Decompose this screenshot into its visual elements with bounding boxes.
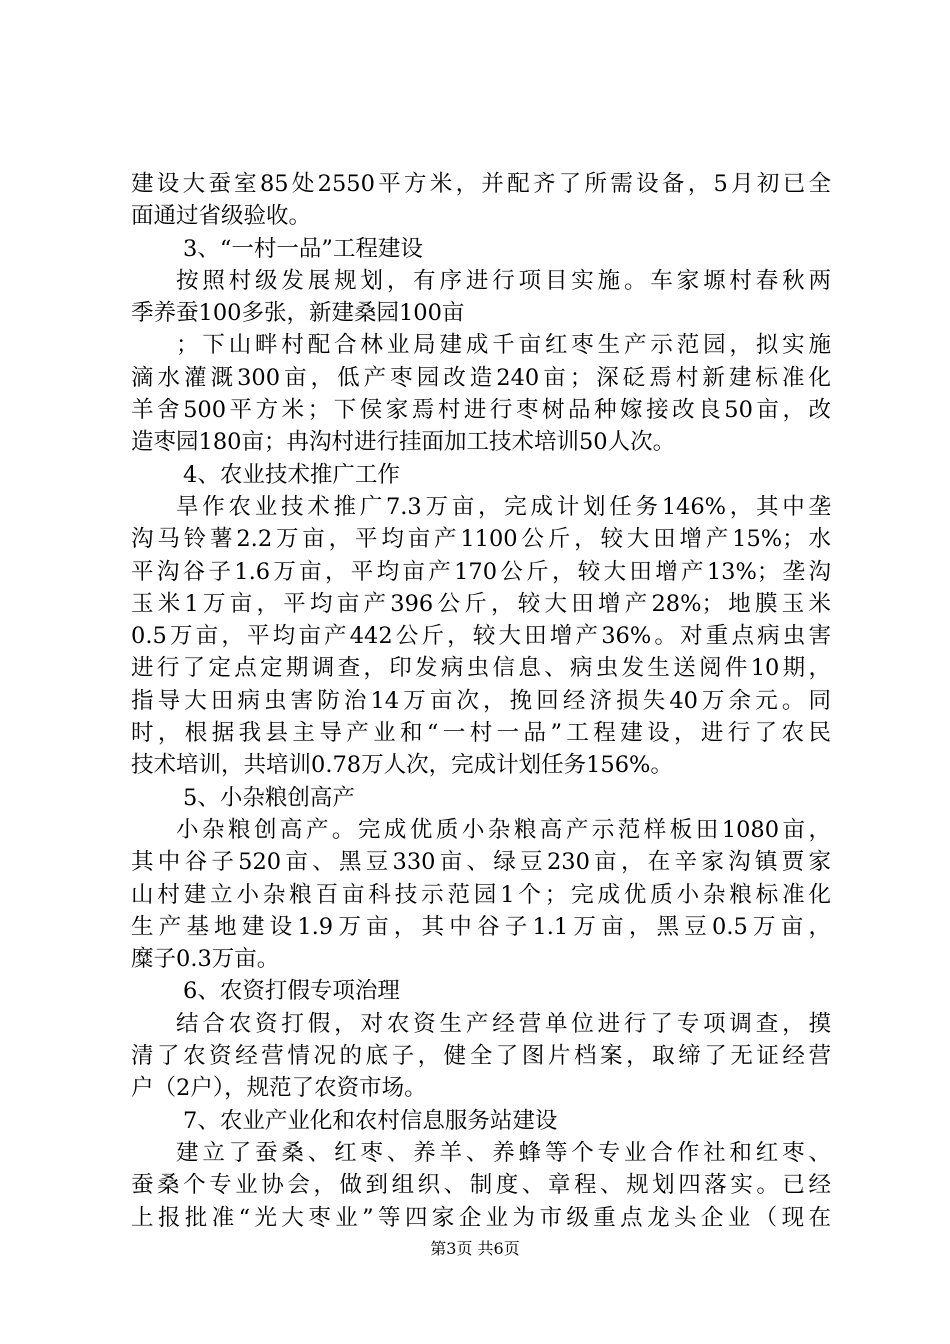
paragraph-line: 指导大田病虫害防治14万亩次，挽回经济损失40万余元。同 bbox=[131, 687, 831, 714]
document-body bbox=[131, 168, 831, 1234]
paragraph-line: 沟马铃薯2.2万亩，平均亩产1100公斤，较大田增产15%；水 bbox=[131, 526, 831, 553]
paragraph-line: 玉米1万亩，平均亩产396公斤，较大田增产28%；地膜玉米 bbox=[131, 590, 831, 617]
paragraph-line: 上报批准“光大枣业”等四家企业为市级重点龙头企业（现在 bbox=[131, 1204, 831, 1231]
paragraph-line: 建立了蚕桑、红枣、养羊、养蜂等个专业合作社和红枣、 bbox=[176, 1139, 831, 1166]
paragraph-line: 生产基地建设1.9万亩，其中谷子1.1万亩，黑豆0.5万亩， bbox=[131, 913, 831, 940]
section-heading: 4、农业技术推广工作 bbox=[183, 461, 400, 488]
paragraph-line: 山村建立小杂粮百亩科技示范园1个；完成优质小杂粮标准化 bbox=[131, 881, 831, 908]
paragraph-line: 清了农资经营情况的底子，健全了图片档案，取缔了无证经营 bbox=[131, 1043, 831, 1070]
paragraph-line: 户（2户），规范了农资市场。 bbox=[131, 1075, 427, 1102]
paragraph-line: 其中谷子520亩、黑豆330亩、绿豆230亩，在辛家沟镇贾家 bbox=[131, 849, 831, 876]
paragraph-line: 羊舍500平方米；下侯家焉村进行枣树品种嫁接改良50亩，改 bbox=[131, 397, 831, 424]
section-heading: 6、农资打假专项治理 bbox=[183, 978, 400, 1005]
section-heading: 3、“一村一品”工程建设 bbox=[183, 235, 423, 262]
paragraph-line: 蚕桑个专业协会，做到组织、制度、章程、规划四落实。已经 bbox=[131, 1172, 831, 1199]
paragraph-line: 面通过省级验收。 bbox=[131, 203, 312, 230]
paragraph-line: 0.5万亩，平均亩产442公斤，较大田增产36%。对重点病虫害 bbox=[131, 623, 831, 650]
paragraph-line: 建设大蚕室85处2550平方米，并配齐了所需设备，5月初已全 bbox=[131, 171, 831, 197]
paragraph-line: 旱作农业技术推广7.3万亩，完成计划任务146%，其中垄 bbox=[176, 493, 831, 520]
paragraph-line: 按照村级发展规划，有序进行项目实施。车家塬村春秋两 bbox=[176, 267, 831, 294]
paragraph-line: 时，根据我县主导产业和“一村一品”工程建设，进行了农民 bbox=[131, 720, 831, 747]
paragraph-line: 结合农资打假，对农资生产经营单位进行了专项调查，摸 bbox=[176, 1010, 831, 1037]
section-heading: 7、农业产业化和农村信息服务站建设 bbox=[183, 1107, 558, 1134]
paragraph-line: ；下山畔村配合林业局建成千亩红枣生产示范园，拟实施 bbox=[176, 332, 831, 359]
paragraph-line: 滴水灌溉300亩，低产枣园改造240亩；深砭焉村新建标准化 bbox=[131, 364, 831, 391]
paragraph-line: 造枣园180亩；冉沟村进行挂面加工技术培训50人次。 bbox=[131, 429, 676, 456]
paragraph-line: 进行了定点定期调查，印发病虫信息、病虫发生送阅件10期， bbox=[131, 655, 831, 682]
paragraph-line: 糜子0.3万亩。 bbox=[131, 946, 280, 973]
paragraph-line: 技术培训，共培训0.78万人次，完成计划任务156%。 bbox=[131, 752, 673, 779]
paragraph-line: 季养蚕100多张，新建桑园100亩 bbox=[131, 300, 465, 327]
paragraph-line: 平沟谷子1.6万亩，平均亩产170公斤，较大田增产13%；垄沟 bbox=[131, 558, 831, 585]
paragraph-line: 小杂粮创高产。完成优质小杂粮高产示范样板田1080亩， bbox=[176, 816, 831, 843]
section-heading: 5、小杂粮创高产 bbox=[183, 784, 355, 811]
page-footer: 第3页 共6页 bbox=[430, 1239, 520, 1258]
